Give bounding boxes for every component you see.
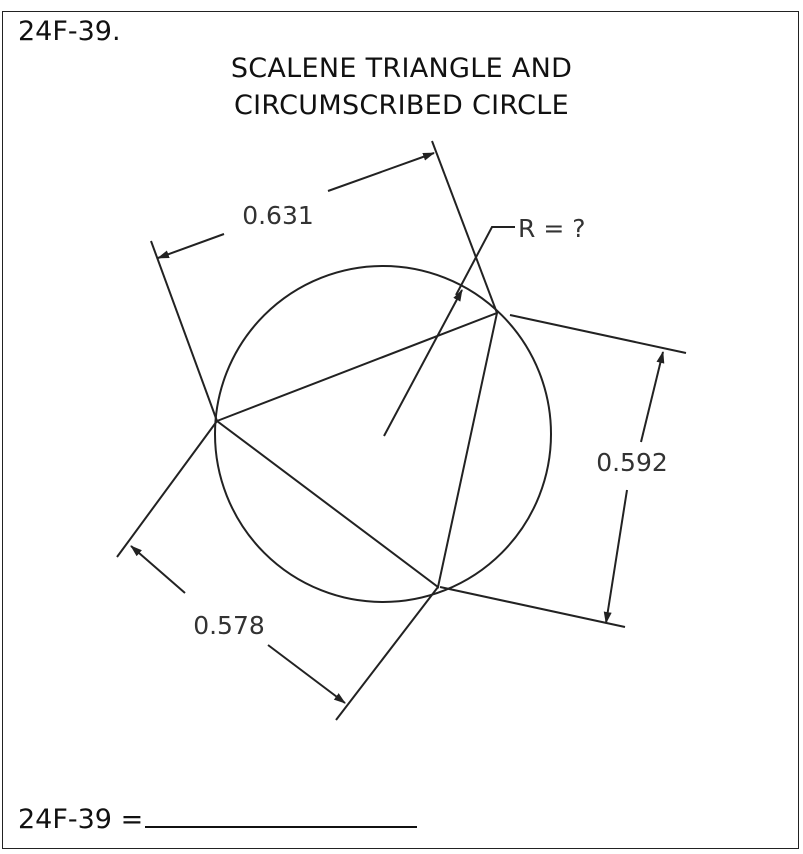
dim-arrow-0631-left: [158, 234, 224, 258]
dim-arrow-0631-right: [328, 153, 434, 191]
circumscribed-circle: [215, 266, 551, 602]
dim-arrow-0578-left: [131, 546, 185, 593]
extension-line-right-top: [510, 315, 686, 353]
dim-label-0592: 0.592: [596, 448, 668, 477]
extension-line-right-bottom: [440, 587, 625, 627]
problem-title-line-1: SCALENE TRIANGLE AND: [230, 53, 573, 84]
radius-label: R = ?: [518, 214, 586, 243]
answer-row: [18, 798, 417, 835]
answer-blank[interactable]: [145, 798, 417, 828]
dim-arrow-0592-bottom: [606, 490, 627, 623]
dim-arrow-0592-top: [641, 352, 663, 442]
problem-number: 24F-39.: [18, 16, 121, 47]
problem-title-line-2: CIRCUMSCRIBED CIRCLE: [234, 90, 569, 121]
extension-line-left-top: [151, 241, 217, 421]
dim-label-0631: 0.631: [242, 201, 314, 230]
extension-line-bottom: [336, 587, 438, 720]
dim-arrow-0578-right: [268, 645, 345, 703]
dim-label-0578: 0.578: [193, 611, 265, 640]
radius-arrow: [384, 290, 462, 436]
extension-line-left-bottom: [117, 421, 217, 557]
answer-label: 24F-39 =: [18, 804, 144, 835]
